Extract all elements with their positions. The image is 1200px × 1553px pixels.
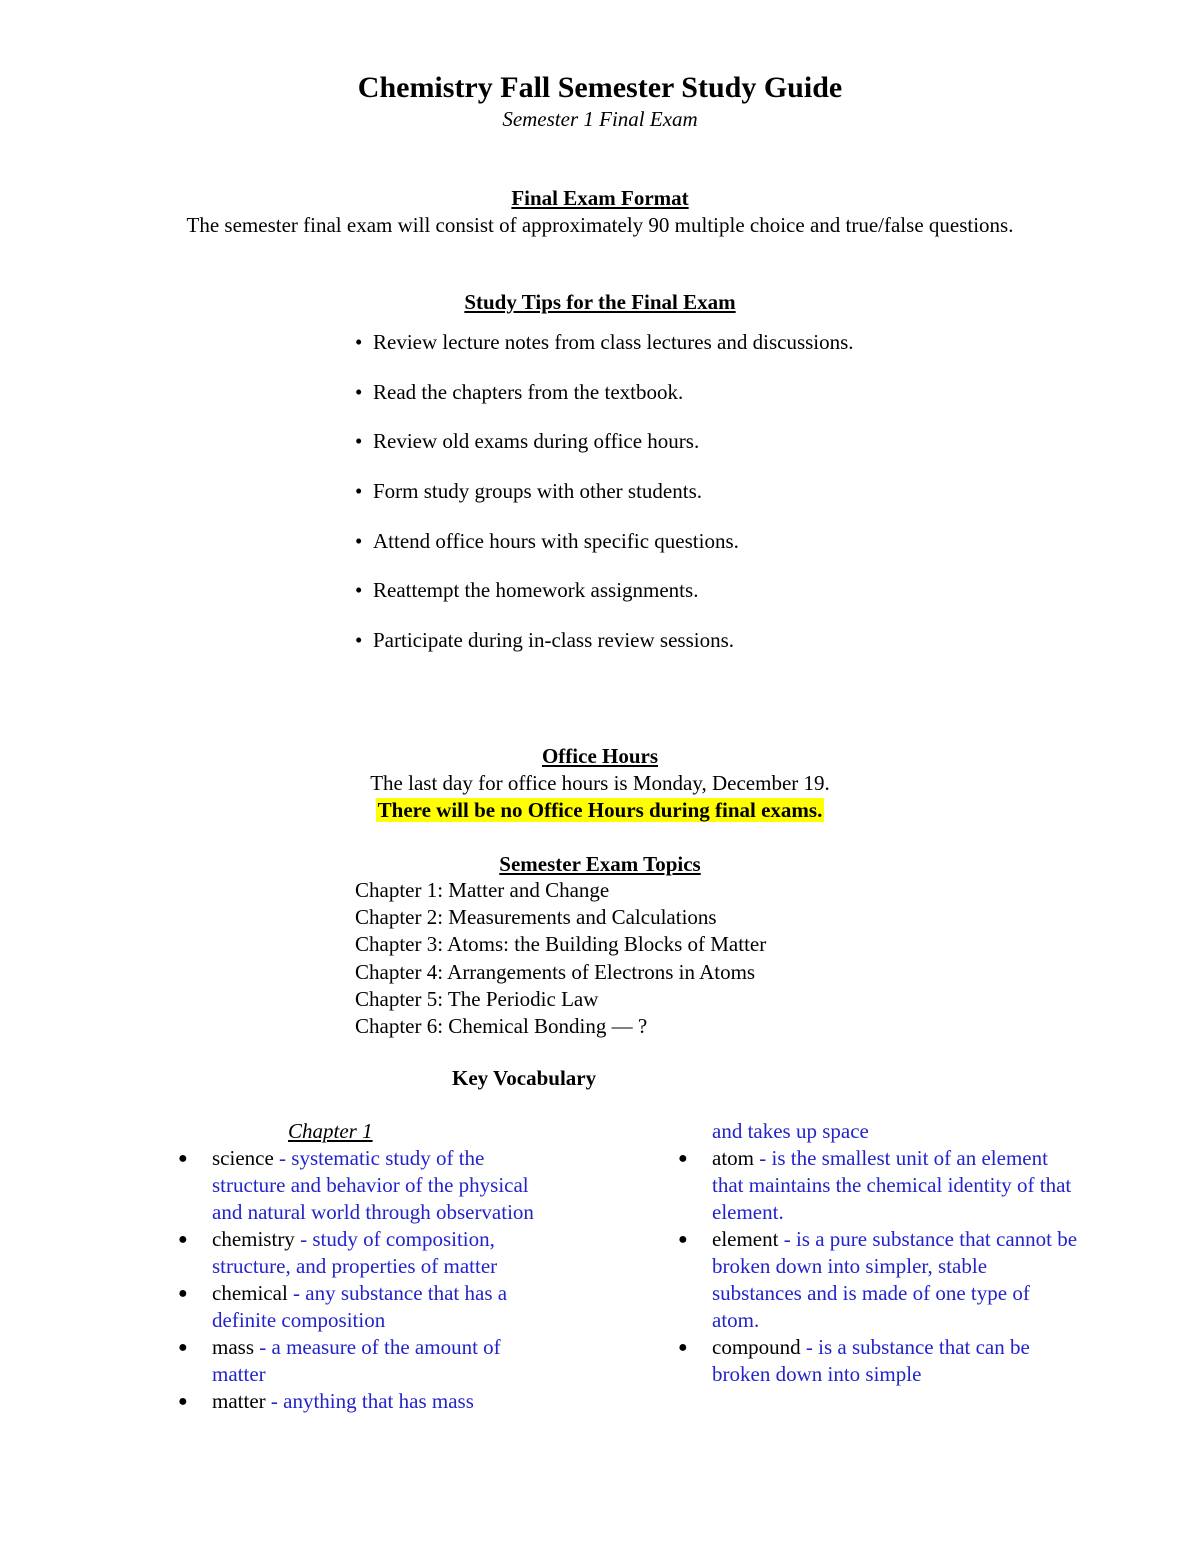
bullet-icon: •	[355, 379, 363, 404]
bullet-icon: •	[355, 578, 363, 603]
vocab-definition: is a substance that can be broken down into simple	[712, 1335, 1030, 1386]
vocab-term: mass	[212, 1335, 254, 1359]
bullet-icon: •	[355, 479, 363, 504]
topics-list	[355, 877, 766, 1040]
list-item: ● science - systematic study of the structure and behavior of the physical and natural world through observation	[178, 1146, 534, 1224]
vocab-definition: is the smallest unit of an element that maintains the chemical identity of that element.	[712, 1146, 1072, 1224]
list-item: • Participate during in-class review sessions.	[355, 628, 734, 653]
list-item: ● chemical - any substance that has a definite composition	[178, 1281, 508, 1332]
list-item: ● chemistry - study of composition, structure, and properties of matter	[178, 1227, 498, 1278]
document-title: Chemistry Fall Semester Study Guide	[357, 71, 843, 104]
vocab-list	[678, 1145, 1078, 1388]
format-heading: Final Exam Format	[511, 186, 689, 210]
list-item: • Attend office hours with specific questions.	[355, 528, 739, 553]
vocab-term: atom	[712, 1146, 754, 1170]
office-hours-notice: There will be no Office Hours during final exams.	[377, 798, 823, 822]
vocab-definition: is a pure substance that cannot be broken down into simpler, stable substances and is made of one type of atom.	[712, 1227, 1078, 1332]
bullet-icon: ●	[178, 1231, 188, 1248]
list-item: ● atom - is the smallest unit of an element that maintains the chemical identity of that element.	[678, 1146, 1072, 1224]
vocab-term: chemical	[212, 1281, 288, 1305]
vocab-definition: anything that has mass	[283, 1389, 474, 1413]
bullet-icon: ●	[678, 1231, 688, 1248]
list-item: Chapter 4: Arrangements of Electrons in Atoms	[355, 959, 756, 984]
vocab-term: science	[212, 1146, 274, 1170]
vocab-term: compound	[712, 1335, 801, 1359]
bullet-icon: ●	[178, 1339, 188, 1356]
vocab-term: chemistry	[212, 1227, 295, 1251]
vocab-heading: Key Vocabulary	[452, 1066, 597, 1090]
bullet-icon: •	[355, 429, 363, 454]
list-item: ● matter - anything that has mass	[178, 1389, 474, 1413]
list-item: • Read the chapters from the textbook.	[355, 379, 684, 404]
bullet-icon: •	[355, 528, 363, 553]
bullet-icon: ●	[178, 1150, 188, 1167]
list-item: Chapter 6: Chemical Bonding — ?	[355, 1013, 648, 1038]
bullet-icon: ●	[678, 1339, 688, 1356]
vocab-term: matter	[212, 1389, 266, 1413]
office-hours-heading: Office Hours	[541, 744, 659, 768]
list-item: Chapter 5: The Periodic Law	[355, 986, 599, 1011]
list-item: ● compound - is a substance that can be broken down into simple	[678, 1335, 1030, 1386]
vocab-continuation: and takes up space	[712, 1119, 869, 1143]
vocab-definition: any substance that has a definite composition	[212, 1281, 508, 1332]
tips-heading: Study Tips for the Final Exam	[464, 290, 736, 314]
list-item: • Review old exams during office hours.	[355, 429, 700, 454]
topics-heading: Semester Exam Topics	[499, 852, 701, 876]
list-item: ● mass - a measure of the amount of matter	[178, 1335, 501, 1386]
document-subtitle: Semester 1 Final Exam	[502, 107, 698, 131]
vocab-definition: a measure of the amount of matter	[212, 1335, 501, 1386]
bullet-icon: ●	[678, 1150, 688, 1167]
tips-list	[355, 328, 854, 676]
list-item: Chapter 3: Atoms: the Building Blocks of Matter	[355, 932, 767, 957]
list-item: • Reattempt the homework assignments.	[355, 578, 699, 603]
vocab-definition: systematic study of the structure and behavior of the physical and natural world through observation	[212, 1146, 534, 1224]
vocab-column-left	[178, 1118, 558, 1415]
vocab-column-right	[678, 1118, 1078, 1388]
list-item: ● element - is a pure substance that cannot be broken down into simpler, stable substances and is made of one type of atom.	[678, 1227, 1078, 1332]
bullet-icon: •	[355, 628, 363, 653]
bullet-icon: ●	[178, 1393, 188, 1410]
vocab-definition: study of composition, structure, and properties of matter	[212, 1227, 498, 1278]
vocab-list	[178, 1145, 558, 1415]
bullet-icon: ●	[178, 1285, 188, 1302]
list-item: Chapter 2: Measurements and Calculations	[355, 905, 717, 930]
list-item: • Form study groups with other students.	[355, 479, 702, 504]
list-item: • Review lecture notes from class lectures and discussions.	[355, 330, 854, 354]
vocab-chapter-heading: Chapter 1	[288, 1119, 373, 1143]
list-item: Chapter 1: Matter and Change	[355, 878, 610, 902]
vocab-term: element	[712, 1227, 779, 1251]
office-hours-text: The last day for office hours is Monday, December 19.	[370, 771, 830, 795]
bullet-icon: •	[355, 330, 363, 354]
format-text: The semester final exam will consist of approximately 90 multiple choice and true/false questions.	[186, 213, 1014, 237]
